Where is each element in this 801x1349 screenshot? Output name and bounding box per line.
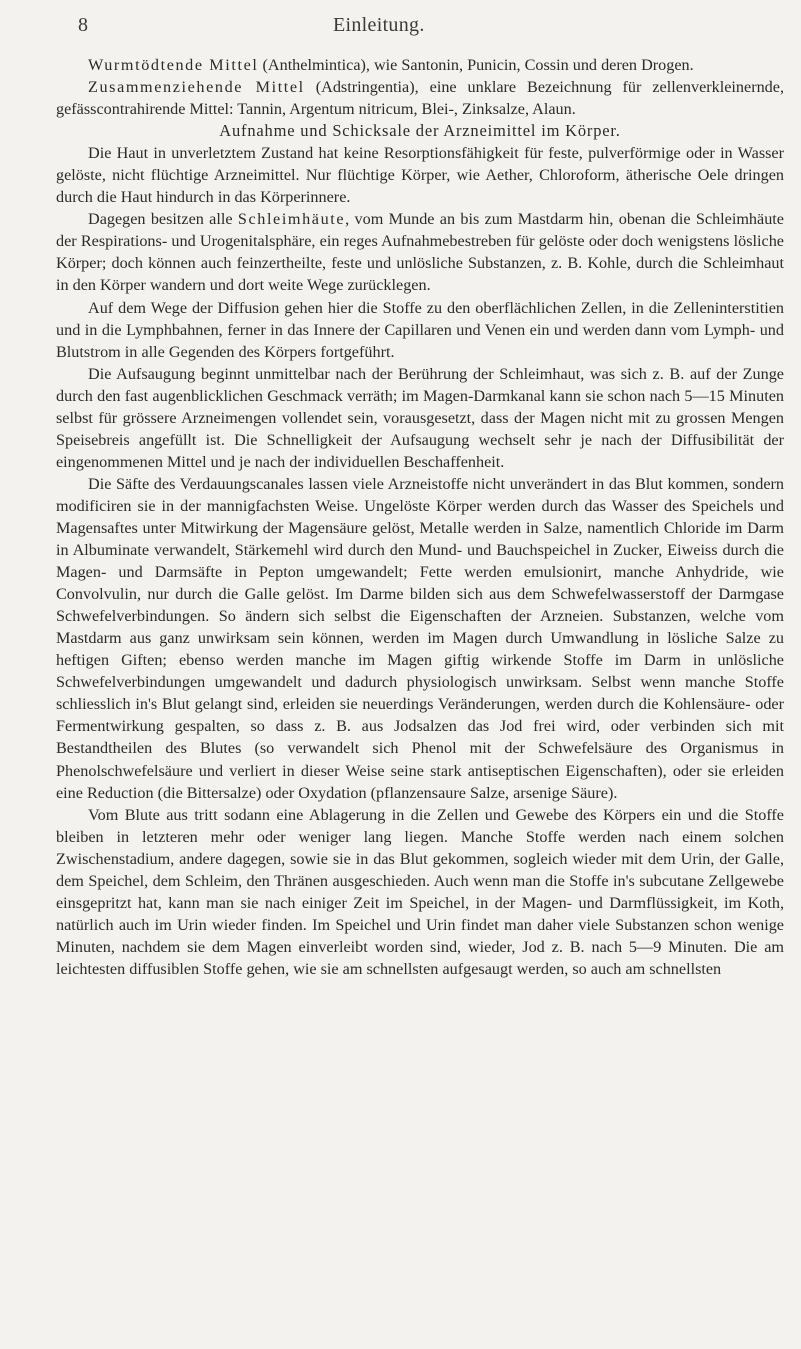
paragraph-haut: Die Haut in unverletztem Zustand hat keine Resorptionsfähigkeit für feste, pulverförmige oder in Wasser gelöste, nicht flüchtige Arzneimittel. Nur flüchtige Körper, wie Aether, Chloroform, ätherische Oele dringen durch die Haut hindurch in das Körperinnere. [56, 144, 784, 207]
paragraph-zusammenziehende [56, 76, 784, 120]
paragraph-text: Dagegen besitzen alle [88, 210, 238, 229]
paragraph-verdauung: Die Säfte des Verdauungscanales lassen viele Arzneistoffe nicht unverändert in das Blut kommen, sondern modificiren sie in der mannigfachsten Weise. Ungelöste Körper werden durch das Wasser des Speichels und Magensaftes unter Mitwirkung der Magensäure gelöst, Metalle werden in Salze, namentlich Chloride im Darm in Albuminate verwandelt, Stärkemehl wird durch den Mund- und Bauchspeichel in Zucker, Eiweiss durch die Magen- und Darmsäfte in Pepton umgewandelt; Fette werden emulsionirt, manche Anhydride, wie Convolvulin, nur durch die Galle gelöst. Im Darme bilden sich aus dem Schwefelwasserstoff der Darmgase Schwefelverbindungen. So ändern sich selbst die Eigenschaften der Arzneien. Substanzen, welche vom Mastdarm aus ganz unwirksam sein können, werden im Magen durch Umwandlung in lösliche Salze zu heftigen Giften; ebenso werden manche im Magen giftig wirkende Stoffe im Darm in unlösliche Schwefelverbindungen umgewandelt und dadurch physiologisch unwirksam. Selbst wenn manche Stoffe schliesslich in's Blut gelangt sind, erleiden sie neuerdings Veränderungen, werden durch die Kohlensäure- oder Fermentwirkung gespalten, so dass z. B. aus Jodsalzen das Jod frei wird, oder verbinden sich mit Bestandtheilen des Blutes (so verwandelt sich Phenol mit der Schwefelsäure des Organismus in Phenolschwefelsäure und verliert in dieser Weise seine stark antiseptischen Eigenschaften), oder sie erleiden eine Reduction (die Bittersalze) oder Oxydation (pflanzensaure Salze, arsenige Säure). [56, 474, 784, 802]
paragraph-schleimhaeute [56, 208, 784, 296]
section-heading: Aufnahme und Schicksale der Arzneimittel im Körper. [219, 121, 621, 141]
page-number: 8 [78, 14, 88, 36]
term-schleimhaeute: Schleimhäute [237, 210, 346, 229]
paragraph-text: (Anthelmintica), wie Santonin, Punicin, Cossin und deren Drogen. [258, 56, 694, 74]
page-body [56, 54, 784, 980]
paragraph-wurmtoedtende [56, 54, 784, 76]
term-zusammenziehende: Zusammenziehende Mittel [88, 78, 305, 97]
paragraph-text: (Adstringentia), eine unklare Bezeichnung für zellenverkleinernde, gefässcontrahirende Mittel: Tannin, Argentum nitricum, Blei-, Zinksalze, Alaun. [56, 78, 785, 119]
paragraph-text: , vom Munde an bis zum Mastdarm hin, obenan die Schleimhäute der Respirations- und Urogenitalsphäre, ein reges Aufnahmebestreben für gelöste oder doch wenigstens lösliche Körper; doch können auch feinzertheilte, feste und unlösliche Substanzen, z. B. Kohle, durch die Schleimhaut in den Körper wandern und dort weite Wege zurücklegen. [56, 210, 784, 295]
running-head: Einleitung. [333, 14, 425, 36]
paragraph-diffusion: Auf dem Wege der Diffusion gehen hier die Stoffe zu den oberflächlichen Zellen, in die Zelleninterstitien und in die Lymphbahnen, ferner in das Innere der Capillaren und Venen ein und werden dann vom Lymph- und Blutstrom in alle Gegenden des Körpers fortgeführt. [56, 298, 784, 361]
term-wurmtoedtende: Wurmtödtende Mittel [88, 56, 259, 74]
paragraph-aufsaugung: Die Aufsaugung beginnt unmittelbar nach der Berührung der Schleimhaut, was sich z. B. auf der Zunge durch den fast augenblicklichen Geschmack verräth; im Magen-Darmkanal kann sie schon nach 5—15 Minuten selbst für grössere Arzneimengen vollendet sein, vorausgesetzt, dass der Magen nicht mit zu grossen Mengen Speisebreis angefüllt ist. Die Schnelligkeit der Aufsaugung wechselt sehr je nach der Diffusibilität der eingenommenen Mittel und je nach der individuellen Beschaffenheit. [56, 364, 784, 471]
paragraph-ablagerung: Vom Blute aus tritt sodann eine Ablagerung in die Zellen und Gewebe des Körpers ein und die Stoffe bleiben in letzteren mehr oder weniger lang liegen. Manche Stoffe werden nach einem solchen Zwischenstadium, andere dagegen, sowie sie in das Blut gekommen, sogleich wieder mit dem Urin, der Galle, dem Speichel, dem Schleim, den Thränen ausgeschieden. Auch wenn man die Stoffe in's subcutane Zellgewebe einsgepritzt hat, kann man sie nach einiger Zeit im Speichel, in der Magen- und Darmflüssigkeit, im Koth, natürlich auch im Urin wieder finden. Im Speichel und Urin findet man daher viele Substanzen schon wenige Minuten, nachdem sie dem Magen einverleibt worden sind, wieder, Jod z. B. nach 5—9 Minuten. Die am leichtesten diffusiblen Stoffe gehen, wie sie am schnellsten aufgesaugt werden, so auch am schnellsten [56, 805, 784, 978]
